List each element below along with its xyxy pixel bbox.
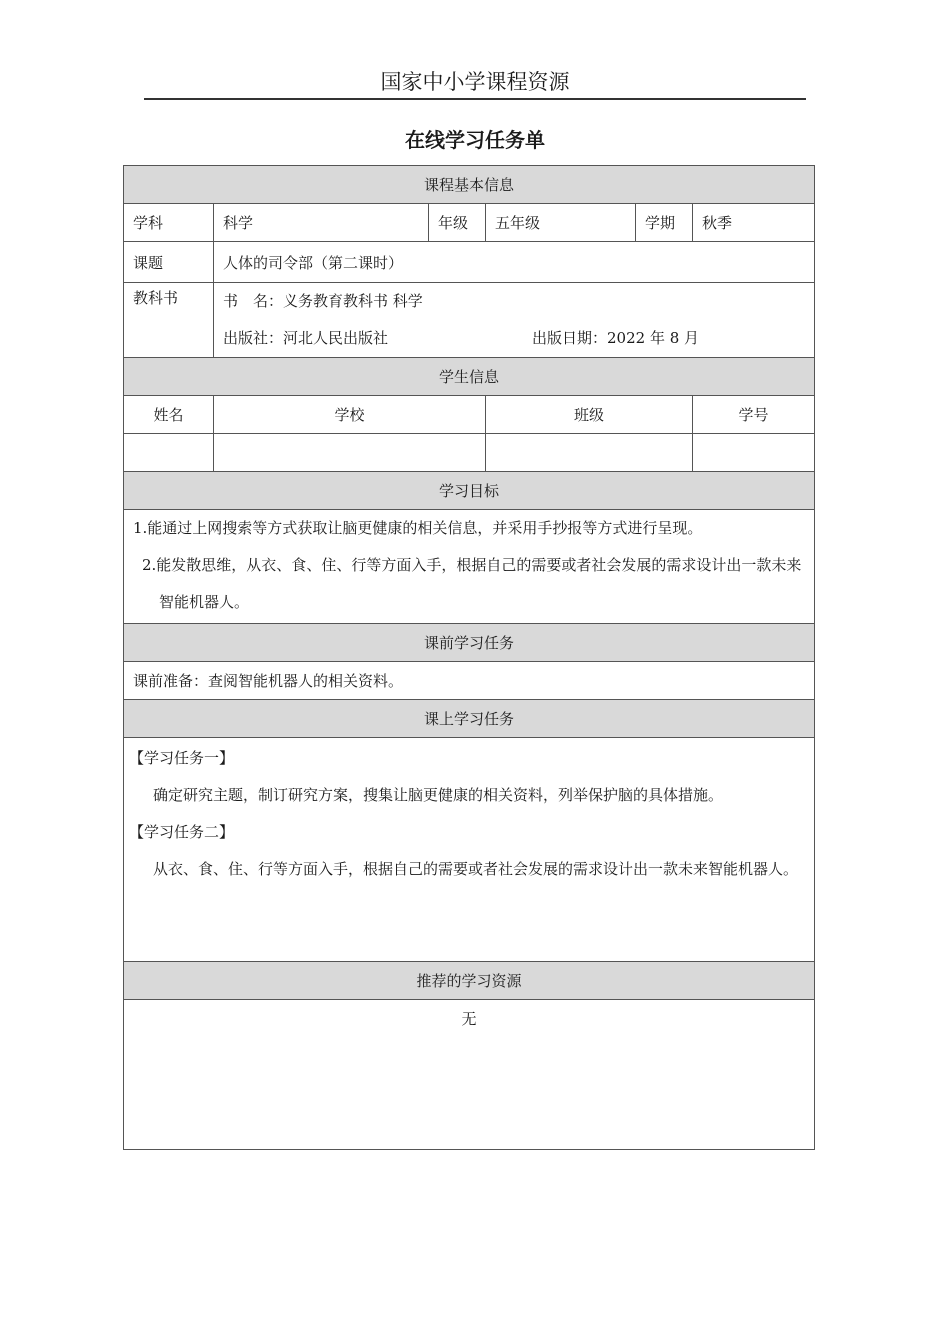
- student-info-header-row: [124, 396, 815, 434]
- student-info-heading: 学生信息: [124, 358, 815, 396]
- page-header: [144, 66, 806, 100]
- textbook-row: [124, 283, 815, 358]
- task-two-label: 【学习任务二】: [129, 823, 235, 841]
- task-one-text: 确定研究主题，制订研究方案，搜集让脑更健康的相关资料，列举保护脑的具体措施。: [153, 786, 724, 804]
- term-label: 学期: [636, 204, 693, 242]
- subject-label: 学科: [124, 204, 214, 242]
- resources-text: 无: [461, 1010, 477, 1028]
- topic-label: 课题: [124, 242, 214, 283]
- objective-item: 1.能通过上网搜索等方式获取让脑更健康的相关信息，并采用手抄报等方式进行呈现。: [133, 519, 703, 537]
- student-school-cell[interactable]: [214, 434, 486, 472]
- pre-class-heading: 课前学习任务: [124, 624, 815, 662]
- grade-value: 五年级: [486, 204, 636, 242]
- subject-value: 科学: [214, 204, 429, 242]
- in-class-heading: 课上学习任务: [124, 700, 815, 738]
- student-id-header: 学号: [693, 396, 815, 434]
- grade-label: 年级: [429, 204, 486, 242]
- topic-value: 人体的司令部（第二课时）: [214, 242, 815, 283]
- book-name: 书 名：义务教育教科书 科学: [223, 292, 423, 310]
- student-info-input-row: [124, 434, 815, 472]
- task-sheet-table: [123, 165, 815, 1150]
- student-id-cell[interactable]: [693, 434, 815, 472]
- student-class-header: 班级: [486, 396, 693, 434]
- publish-date: 出版日期：2022 年 8 月: [532, 329, 700, 347]
- course-topic-row: [124, 242, 815, 283]
- student-name-cell[interactable]: [124, 434, 214, 472]
- student-class-cell[interactable]: [486, 434, 693, 472]
- course-subject-row: [124, 204, 815, 242]
- objectives-heading: 学习目标: [124, 472, 815, 510]
- objective-item: 2.能发散思维，从衣、食、住、行等方面入手，根据自己的需要或者社会发展的需求设计出一款未来智能机器人。: [142, 556, 802, 611]
- course-info-heading: 课程基本信息: [124, 166, 815, 204]
- resources-heading: 推荐的学习资源: [124, 962, 815, 1000]
- document-title: 在线学习任务单: [405, 128, 545, 152]
- textbook-label: 教科书: [124, 283, 214, 358]
- student-name-header: 姓名: [124, 396, 214, 434]
- task-two-text: 从衣、食、住、行等方面入手，根据自己的需要或者社会发展的需求设计出一款未来智能机器人。: [153, 860, 799, 878]
- publisher-line: [223, 320, 805, 357]
- publisher: 出版社：河北人民出版社: [223, 329, 389, 347]
- task-one-label: 【学习任务一】: [129, 749, 235, 767]
- student-school-header: 学校: [214, 396, 486, 434]
- site-name: 国家中小学课程资源: [380, 70, 570, 94]
- pre-class-text: 课前准备：查阅智能机器人的相关资料。: [124, 662, 815, 700]
- term-value: 秋季: [693, 204, 815, 242]
